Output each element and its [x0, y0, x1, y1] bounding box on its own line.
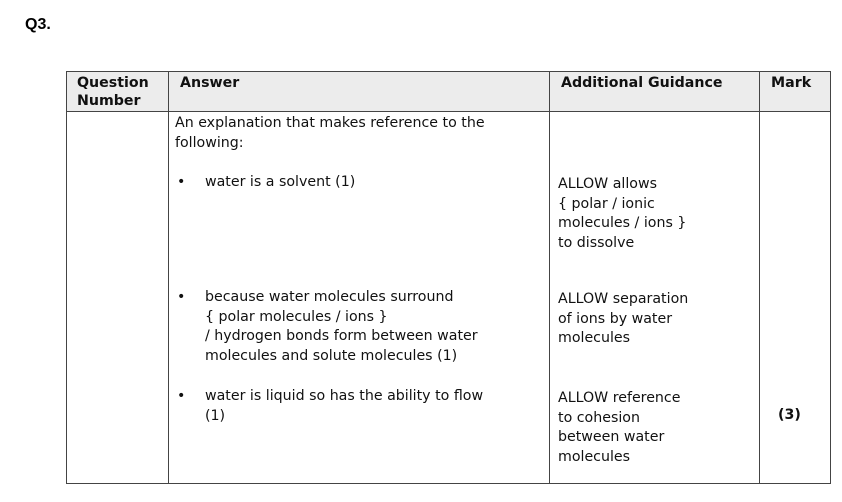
answer-point-line: { polar molecules / ions } [205, 308, 388, 325]
guidance-point-3 [558, 389, 680, 467]
bullet-icon: • [177, 388, 186, 404]
column-divider [549, 72, 550, 483]
guidance-line: ALLOW separation [558, 291, 689, 307]
answer-point-line: water is a solvent (1) [205, 174, 356, 190]
header-additional-guidance: Additional Guidance [561, 75, 723, 91]
header-question-number [77, 74, 149, 110]
guidance-line: to dissolve [558, 234, 635, 251]
guidance-line: molecules [558, 330, 631, 346]
header-answer: Answer [180, 75, 240, 91]
guidance-point-2 [558, 290, 688, 349]
column-divider [168, 72, 169, 483]
answer-point-line: because water molecules surround [205, 289, 454, 305]
guidance-line: molecules / ions } [558, 215, 687, 231]
question-label: Q3. [25, 16, 51, 33]
guidance-line: molecules [558, 448, 631, 465]
answer-point-line: / hydrogen bonds form between water [205, 328, 478, 344]
bullet-icon: • [177, 174, 186, 190]
column-divider [759, 72, 760, 483]
bullet-icon: • [177, 289, 186, 305]
header-mark: Mark [771, 75, 812, 91]
answer-intro [175, 114, 485, 153]
guidance-line: ALLOW allows [558, 176, 657, 192]
guidance-line: ALLOW reference [558, 390, 681, 406]
guidance-line: { polar / ionic [558, 195, 655, 212]
guidance-line: of ions by water [558, 310, 673, 327]
guidance-line: between water [558, 429, 665, 445]
header-question-number-line2: Number [77, 93, 141, 109]
answer-point-line: (1) [205, 407, 226, 424]
mark-value: (3) [778, 407, 801, 423]
header-question-number-line1: Question [77, 75, 149, 91]
answer-point-line: molecules and solute molecules (1) [205, 347, 458, 364]
answer-intro-line1: An explanation that makes reference to the [175, 115, 485, 131]
guidance-point-1 [558, 175, 686, 253]
answer-point-line: water is liquid so has the ability to flow [205, 388, 484, 404]
guidance-line: to cohesion [558, 409, 640, 426]
mark-scheme-table [66, 71, 831, 484]
answer-intro-line2: following: [175, 134, 244, 151]
